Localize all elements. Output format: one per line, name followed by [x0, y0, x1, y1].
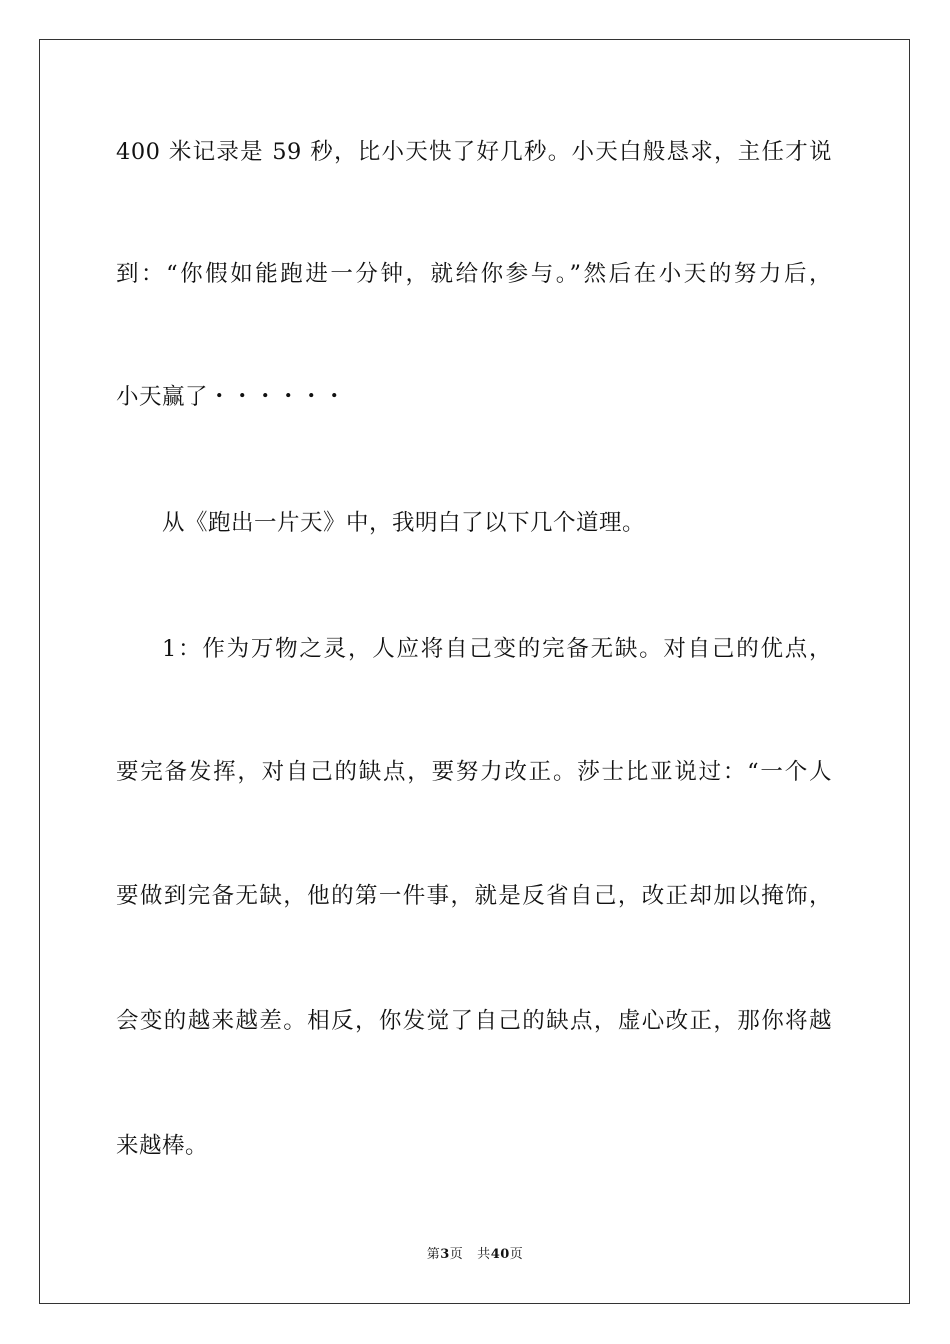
page-number: 3: [440, 1247, 450, 1262]
total-suffix: 页: [509, 1247, 524, 1262]
body-line-8: 会变的越来越差。相反，你发觉了自己的缺点，虚心改正，那你将越: [116, 1008, 832, 1034]
body-line-3: 小天赢了・・・・・・: [116, 384, 347, 410]
total-prefix: 共: [477, 1247, 491, 1262]
page-prefix: 第: [426, 1247, 441, 1262]
total-pages: 40: [490, 1247, 510, 1262]
body-line-9: 来越棒。: [116, 1133, 209, 1159]
page-suffix: 页: [449, 1247, 464, 1262]
body-line-4: 从《跑出一片天》中，我明白了以下几个道理。: [162, 510, 646, 536]
body-line-5: 1：作为万物之灵，人应将自己变的完备无缺。对自己的优点，: [162, 636, 832, 662]
body-line-6: 要完备发挥，对自己的缺点，要努力改正。莎士比亚说过：“一个人: [116, 759, 832, 785]
page-footer: [0, 1245, 950, 1265]
body-line-7: 要做到完备无缺，他的第一件事，就是反省自己，改正却加以掩饰，: [116, 883, 832, 909]
body-line-1: 400 米记录是 59 秒，比小天快了好几秒。小天白般恳求，主任才说: [116, 139, 832, 165]
body-line-2: 到：“你假如能跑进一分钟，就给你参与。”然后在小天的努力后，: [116, 261, 832, 287]
page-border: [39, 39, 910, 1304]
